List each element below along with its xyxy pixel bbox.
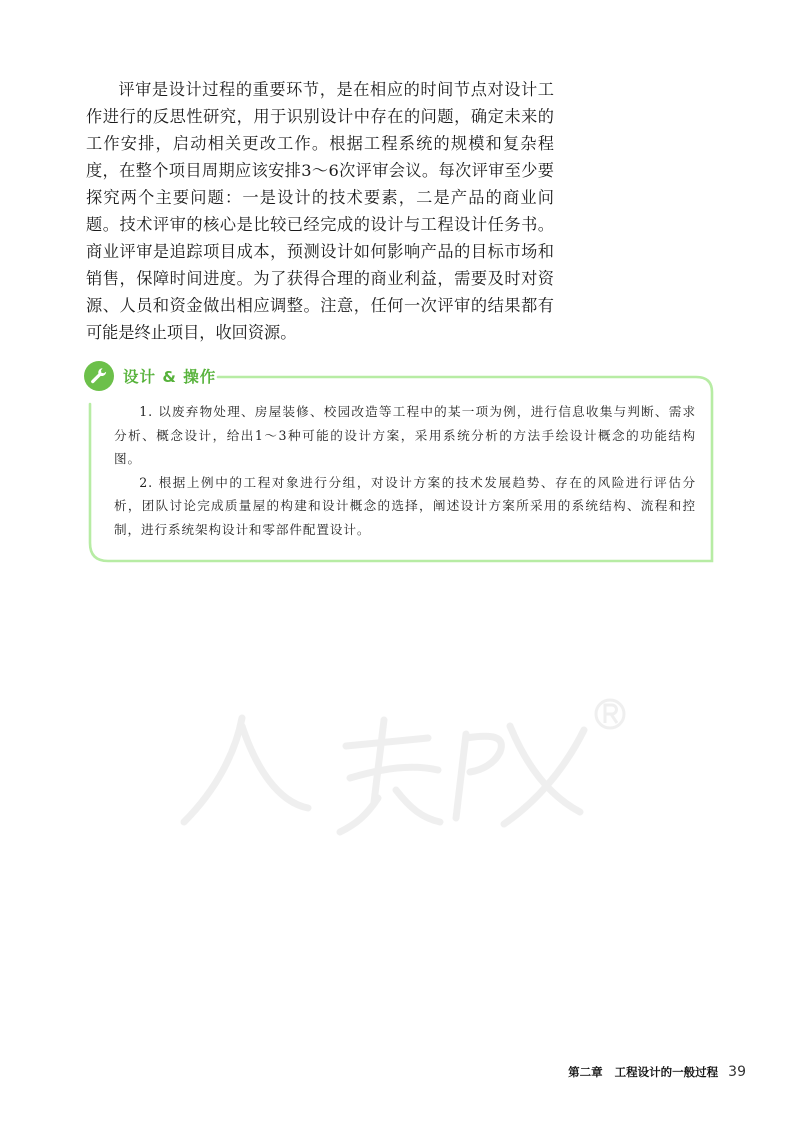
wrench-icon <box>89 366 109 386</box>
footer-chapter: 第二章 <box>568 1065 603 1079</box>
activity-box-content <box>114 400 696 541</box>
publisher-watermark <box>170 690 640 850</box>
page-number: 39 <box>728 1064 746 1080</box>
activity-box-header <box>84 361 216 391</box>
page-footer <box>568 1064 746 1080</box>
activity-item-2: 2. 根据上例中的工程对象进行分组，对设计方案的技术发展趋势、存在的风险进行评估分析，团队讨论完成质量屋的构建和设计概念的选择，阐述设计方案所采用的系统结构、流程和控制，进行系统架构设计和零部件配置设计。 <box>114 474 696 537</box>
activity-box-title: 设计 & 操作 <box>123 368 217 386</box>
footer-chapter-title: 工程设计的一般过程 <box>614 1065 719 1079</box>
body-paragraph: 评审是设计过程的重要环节，是在相应的时间节点对设计工作进行的反思性研究，用于识别设计中存在的问题，确定未来的工作安排，启动相关更改工作。根据工程系统的规模和复杂程度，在整个项目周期应该安排3～6次评审会议。每次评审至少要探究两个主要问题：一是设计的技术要素，二是产品的商业问题。技术评审的核心是比较已经完成的设计与工程设计任务书。商业评审是追踪项目成本，预测设计如何影响产品的目标市场和销售，保障时间进度。为了获得合理的商业利益，需要及时对资源、人员和资金做出相应调整。注意，任何一次评审的结果都有可能是终止项目，收回资源。 <box>86 80 554 342</box>
activity-item-1: 1. 以废弃物处理、房屋装修、校园改造等工程中的某一项为例，进行信息收集与判断、需求分析、概念设计，给出1～3种可能的设计方案，采用系统分析的方法手绘设计概念的功能结构图。 <box>114 404 696 466</box>
wrench-icon-badge <box>84 361 114 391</box>
